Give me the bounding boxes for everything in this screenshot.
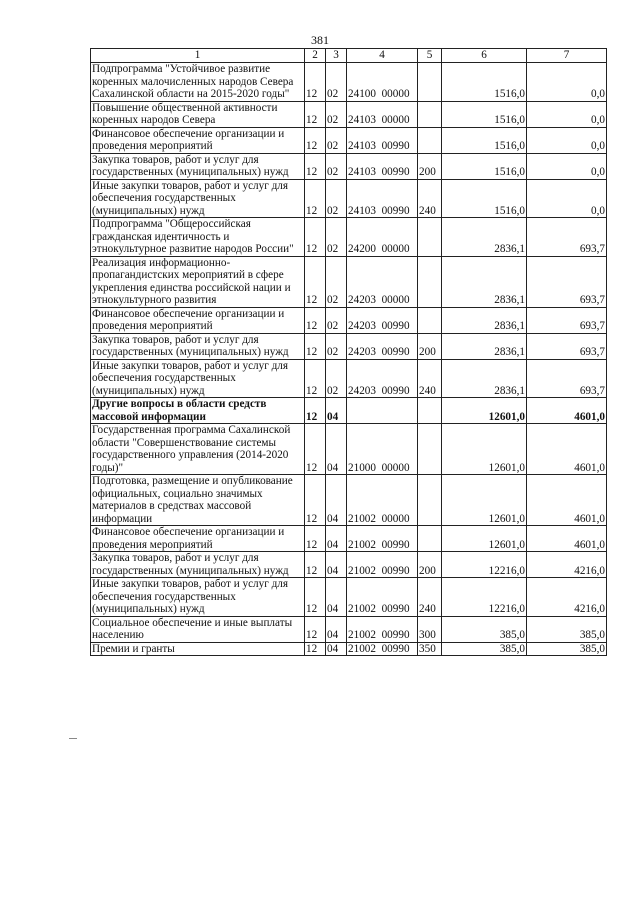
table-row — [91, 398, 607, 424]
table-row — [91, 333, 607, 359]
cell-amount-7: 385,0 — [527, 642, 607, 656]
cell-subsection: 04 — [326, 398, 347, 424]
cell-amount-7: 4601,0 — [527, 398, 607, 424]
cell-target-article: 24103 00000 — [347, 101, 418, 127]
cell-subsection: 04 — [326, 552, 347, 578]
cell-amount-6: 2836,1 — [442, 256, 527, 307]
cell-section: 12 — [305, 307, 326, 333]
table-row — [91, 642, 607, 656]
cell-amount-7: 693,7 — [527, 333, 607, 359]
cell-expense-type — [418, 424, 442, 475]
cell-target-article: 24100 00000 — [347, 63, 418, 102]
cell-amount-6: 12216,0 — [442, 578, 527, 617]
cell-target-article: 21002 00990 — [347, 578, 418, 617]
cell-amount-6: 12216,0 — [442, 552, 527, 578]
cell-amount-7: 693,7 — [527, 256, 607, 307]
cell-name: Подпрограмма "Устойчивое развитие коренных малочисленных народов Севера Сахалинской области на 2015-2020 годы" — [91, 63, 305, 102]
cell-amount-6: 1516,0 — [442, 127, 527, 153]
table-row — [91, 127, 607, 153]
page-number: 381 — [311, 33, 329, 47]
cell-subsection: 02 — [326, 153, 347, 179]
cell-section: 12 — [305, 526, 326, 552]
cell-amount-7: 4601,0 — [527, 526, 607, 552]
scan-mark — [69, 738, 77, 739]
cell-expense-type — [418, 475, 442, 526]
cell-expense-type: 200 — [418, 333, 442, 359]
cell-name: Подготовка, размещение и опубликование официальных, социально значимых материалов в средствах массовой информации — [91, 475, 305, 526]
cell-section: 12 — [305, 127, 326, 153]
cell-subsection: 02 — [326, 333, 347, 359]
table-row — [91, 153, 607, 179]
cell-amount-6: 1516,0 — [442, 63, 527, 102]
cell-section: 12 — [305, 359, 326, 398]
cell-subsection: 02 — [326, 179, 347, 218]
cell-section: 12 — [305, 642, 326, 656]
cell-name: Иные закупки товаров, работ и услуг для обеспечения государственных (муниципальных) нужд — [91, 578, 305, 617]
cell-subsection: 02 — [326, 63, 347, 102]
cell-amount-6: 1516,0 — [442, 179, 527, 218]
cell-expense-type — [418, 526, 442, 552]
cell-amount-7: 0,0 — [527, 63, 607, 102]
cell-section: 12 — [305, 256, 326, 307]
cell-subsection: 04 — [326, 578, 347, 617]
table-row — [91, 578, 607, 617]
cell-expense-type: 300 — [418, 616, 442, 642]
header-col-3: 3 — [326, 49, 347, 63]
cell-amount-6: 12601,0 — [442, 424, 527, 475]
cell-target-article: 24103 00990 — [347, 127, 418, 153]
cell-subsection: 02 — [326, 359, 347, 398]
cell-name: Повышение общественной активности коренных народов Севера — [91, 101, 305, 127]
cell-amount-6: 1516,0 — [442, 153, 527, 179]
cell-name: Финансовое обеспечение организации и проведения мероприятий — [91, 127, 305, 153]
cell-target-article: 21002 00990 — [347, 616, 418, 642]
cell-target-article: 24103 00990 — [347, 179, 418, 218]
cell-section: 12 — [305, 101, 326, 127]
cell-section: 12 — [305, 63, 326, 102]
cell-section: 12 — [305, 552, 326, 578]
cell-amount-6: 2836,1 — [442, 218, 527, 257]
cell-section: 12 — [305, 578, 326, 617]
cell-subsection: 02 — [326, 307, 347, 333]
cell-amount-6: 12601,0 — [442, 526, 527, 552]
cell-amount-6: 385,0 — [442, 642, 527, 656]
cell-target-article: 24203 00990 — [347, 333, 418, 359]
cell-amount-7: 693,7 — [527, 359, 607, 398]
cell-name: Закупка товаров, работ и услуг для государственных (муниципальных) нужд — [91, 153, 305, 179]
header-col-6: 6 — [442, 49, 527, 63]
cell-expense-type: 240 — [418, 179, 442, 218]
cell-expense-type: 200 — [418, 552, 442, 578]
cell-subsection: 04 — [326, 475, 347, 526]
cell-amount-6: 385,0 — [442, 616, 527, 642]
cell-section: 12 — [305, 475, 326, 526]
cell-expense-type: 350 — [418, 642, 442, 656]
cell-name: Подпрограмма "Общероссийская гражданская идентичность и этнокультурное развитие народов России" — [91, 218, 305, 257]
cell-expense-type — [418, 101, 442, 127]
cell-name: Социальное обеспечение и иные выплаты населению — [91, 616, 305, 642]
cell-target-article — [347, 398, 418, 424]
cell-amount-7: 4216,0 — [527, 552, 607, 578]
cell-expense-type — [418, 63, 442, 102]
cell-subsection: 04 — [326, 424, 347, 475]
cell-amount-7: 0,0 — [527, 153, 607, 179]
table-row — [91, 179, 607, 218]
table-row — [91, 63, 607, 102]
table-row — [91, 424, 607, 475]
cell-amount-7: 0,0 — [527, 101, 607, 127]
cell-expense-type — [418, 307, 442, 333]
cell-amount-6: 2836,1 — [442, 333, 527, 359]
cell-section: 12 — [305, 153, 326, 179]
cell-amount-6: 12601,0 — [442, 398, 527, 424]
cell-target-article: 24203 00000 — [347, 256, 418, 307]
cell-target-article: 21000 00000 — [347, 424, 418, 475]
cell-target-article: 24203 00990 — [347, 307, 418, 333]
table-row — [91, 218, 607, 257]
cell-name: Премии и гранты — [91, 642, 305, 656]
cell-expense-type — [418, 218, 442, 257]
cell-name: Другие вопросы в области средств массовой информации — [91, 398, 305, 424]
cell-subsection: 02 — [326, 101, 347, 127]
cell-subsection: 04 — [326, 642, 347, 656]
table-row — [91, 307, 607, 333]
cell-expense-type — [418, 127, 442, 153]
header-col-1: 1 — [91, 49, 305, 63]
cell-name: Закупка товаров, работ и услуг для государственных (муниципальных) нужд — [91, 552, 305, 578]
cell-amount-7: 385,0 — [527, 616, 607, 642]
table-row — [91, 256, 607, 307]
cell-subsection: 02 — [326, 218, 347, 257]
cell-amount-6: 1516,0 — [442, 101, 527, 127]
table-row — [91, 101, 607, 127]
table-row — [91, 475, 607, 526]
header-col-4: 4 — [347, 49, 418, 63]
cell-subsection: 04 — [326, 526, 347, 552]
cell-amount-6: 2836,1 — [442, 359, 527, 398]
cell-subsection: 04 — [326, 616, 347, 642]
cell-amount-6: 2836,1 — [442, 307, 527, 333]
cell-section: 12 — [305, 616, 326, 642]
cell-amount-6: 12601,0 — [442, 475, 527, 526]
table-row — [91, 616, 607, 642]
cell-target-article: 24103 00990 — [347, 153, 418, 179]
cell-target-article: 24200 00000 — [347, 218, 418, 257]
table-row — [91, 526, 607, 552]
cell-expense-type: 240 — [418, 359, 442, 398]
table-row — [91, 359, 607, 398]
cell-section: 12 — [305, 398, 326, 424]
cell-target-article: 21002 00990 — [347, 642, 418, 656]
header-col-5: 5 — [418, 49, 442, 63]
cell-name: Реализация информационно-пропагандистских мероприятий в сфере укрепления единства российской нации и этнокультурного развития — [91, 256, 305, 307]
cell-name: Иные закупки товаров, работ и услуг для обеспечения государственных (муниципальных) нужд — [91, 179, 305, 218]
cell-amount-7: 4216,0 — [527, 578, 607, 617]
cell-amount-7: 4601,0 — [527, 424, 607, 475]
cell-amount-7: 693,7 — [527, 218, 607, 257]
budget-table — [90, 48, 607, 656]
cell-name: Закупка товаров, работ и услуг для государственных (муниципальных) нужд — [91, 333, 305, 359]
cell-target-article: 21002 00000 — [347, 475, 418, 526]
cell-target-article: 21002 00990 — [347, 552, 418, 578]
cell-target-article: 21002 00990 — [347, 526, 418, 552]
table-row — [91, 552, 607, 578]
cell-amount-7: 0,0 — [527, 179, 607, 218]
table-header-row — [91, 49, 607, 63]
cell-section: 12 — [305, 179, 326, 218]
cell-name: Финансовое обеспечение организации и проведения мероприятий — [91, 526, 305, 552]
cell-amount-7: 4601,0 — [527, 475, 607, 526]
cell-section: 12 — [305, 424, 326, 475]
cell-expense-type: 240 — [418, 578, 442, 617]
cell-section: 12 — [305, 333, 326, 359]
header-col-2: 2 — [305, 49, 326, 63]
cell-expense-type — [418, 398, 442, 424]
cell-subsection: 02 — [326, 256, 347, 307]
cell-amount-7: 693,7 — [527, 307, 607, 333]
cell-expense-type — [418, 256, 442, 307]
cell-section: 12 — [305, 218, 326, 257]
cell-name: Финансовое обеспечение организации и проведения мероприятий — [91, 307, 305, 333]
header-col-7: 7 — [527, 49, 607, 63]
cell-subsection: 02 — [326, 127, 347, 153]
cell-expense-type: 200 — [418, 153, 442, 179]
cell-amount-7: 0,0 — [527, 127, 607, 153]
table-body — [91, 63, 607, 656]
cell-name: Государственная программа Сахалинской области "Совершенствование системы государственного управления (2014-2020 годы)" — [91, 424, 305, 475]
cell-name: Иные закупки товаров, работ и услуг для обеспечения государственных (муниципальных) нужд — [91, 359, 305, 398]
cell-target-article: 24203 00990 — [347, 359, 418, 398]
